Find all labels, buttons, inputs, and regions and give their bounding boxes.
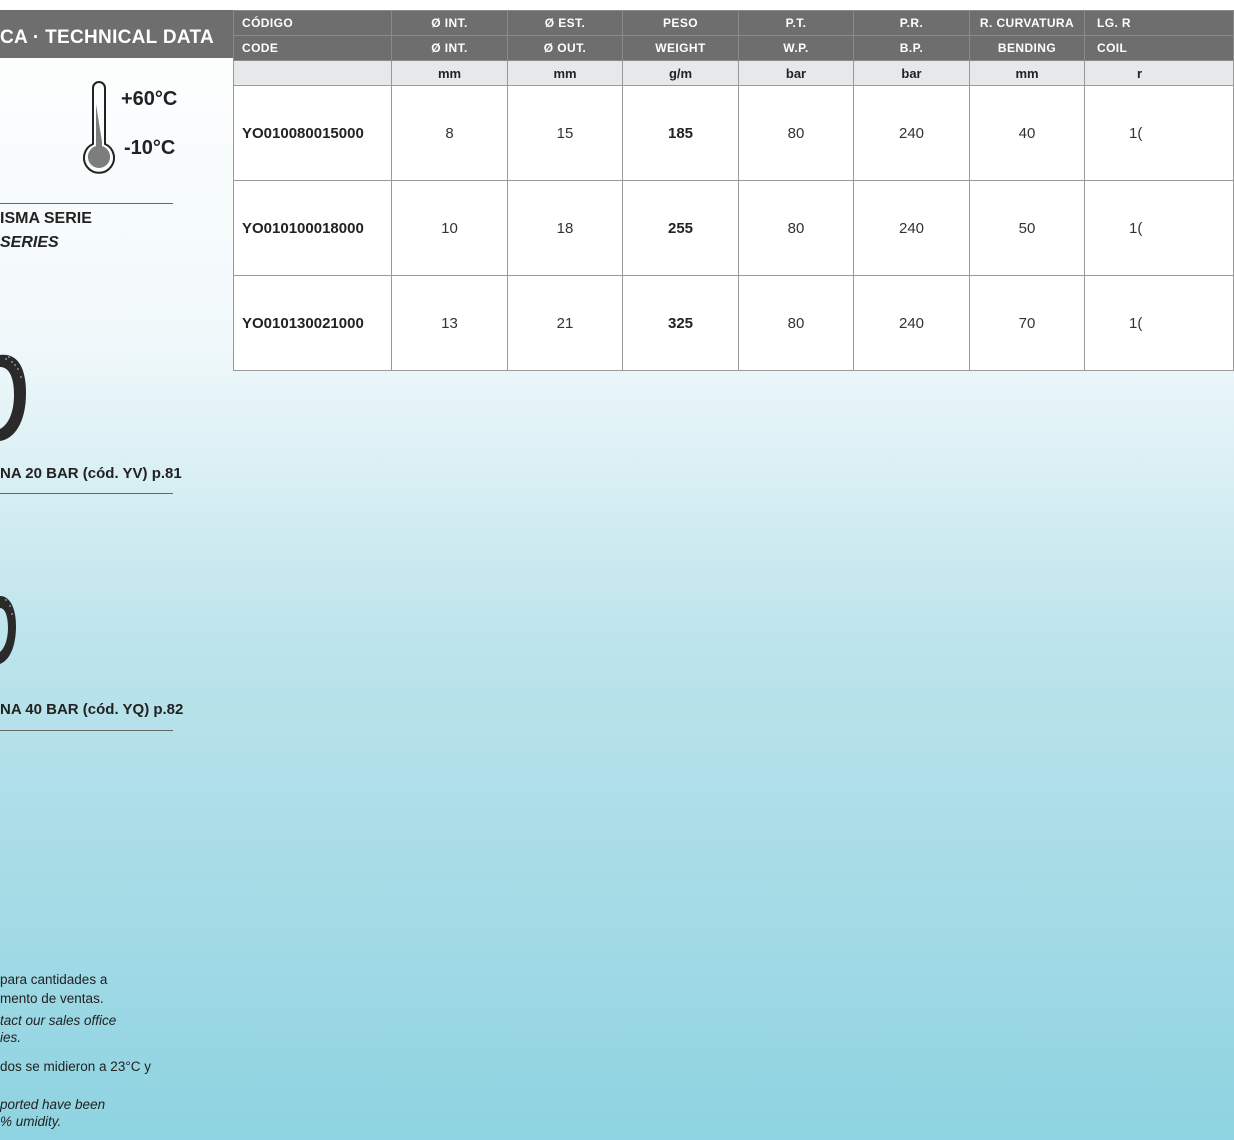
unit-cell: r: [1085, 61, 1234, 86]
unit-cell: mm: [392, 61, 508, 86]
col-header: Ø EST.: [508, 11, 623, 36]
unit-cell: mm: [970, 61, 1085, 86]
col-header: Ø INT.: [392, 36, 508, 61]
col-header: B.P.: [854, 36, 970, 61]
col-header: LG. R: [1085, 11, 1234, 36]
col-header: PESO: [623, 11, 739, 36]
note-en-line2: ies.: [0, 1030, 22, 1045]
table-row: [234, 86, 1234, 181]
table-cell: 80: [739, 276, 854, 371]
section-title: CA · TECHNICAL DATA: [0, 27, 214, 48]
unit-cell: mm: [508, 61, 623, 86]
hose-section-icon: [0, 345, 30, 445]
conditions-en-line2: % umidity.: [0, 1114, 62, 1129]
section-title-band: [0, 10, 234, 58]
related-series-2[interactable]: NA 40 BAR (cód. YQ) p.82: [0, 701, 184, 718]
table-cell: 80: [739, 86, 854, 181]
weight-cell: 185: [623, 86, 739, 181]
col-header: COIL: [1085, 36, 1234, 61]
table-cell: 13: [392, 276, 508, 371]
table-row: [234, 276, 1234, 371]
col-header: P.T.: [739, 11, 854, 36]
table-cell: 80: [739, 181, 854, 276]
note-es-line2: mento de ventas.: [0, 991, 104, 1006]
table-cell: 1(: [1085, 276, 1234, 371]
divider: [0, 203, 173, 204]
temp-max: +60°C: [121, 88, 178, 110]
table-cell: 8: [392, 86, 508, 181]
unit-cell: g/m: [623, 61, 739, 86]
hose-section-icon: [0, 590, 20, 670]
table-cell: 10: [392, 181, 508, 276]
col-header: Ø INT.: [392, 11, 508, 36]
table-cell: 240: [854, 276, 970, 371]
unit-cell: [234, 61, 392, 86]
table-cell: 21: [508, 276, 623, 371]
table-cell: 1(: [1085, 181, 1234, 276]
unit-cell: bar: [854, 61, 970, 86]
related-series-1[interactable]: NA 20 BAR (cód. YV) p.81: [0, 465, 182, 482]
col-header: R. CURVATURA: [970, 11, 1085, 36]
same-series-es: ISMA SERIE: [0, 210, 92, 227]
note-en-line1: tact our sales office: [0, 1013, 117, 1028]
col-header: W.P.: [739, 36, 854, 61]
note-es-line1: para cantidades a: [0, 972, 108, 987]
table-cell: 240: [854, 181, 970, 276]
table-row: [234, 181, 1234, 276]
product-code: YO010080015000: [234, 86, 392, 181]
weight-cell: 325: [623, 276, 739, 371]
col-header: P.R.: [854, 11, 970, 36]
conditions-en-line1: ported have been: [0, 1097, 106, 1112]
header-row-en: [234, 36, 1234, 61]
technical-data-table: [233, 10, 1234, 371]
product-code: YO010100018000: [234, 181, 392, 276]
product-code: YO010130021000: [234, 276, 392, 371]
col-header: Ø OUT.: [508, 36, 623, 61]
table-cell: 240: [854, 86, 970, 181]
table-cell: 70: [970, 276, 1085, 371]
divider: [0, 730, 173, 731]
temp-min: -10°C: [124, 137, 176, 159]
col-header: CÓDIGO: [234, 11, 392, 36]
col-header: BENDING: [970, 36, 1085, 61]
table-cell: 40: [970, 86, 1085, 181]
col-header: WEIGHT: [623, 36, 739, 61]
units-row: [234, 61, 1234, 86]
table-cell: 50: [970, 181, 1085, 276]
table-cell: 18: [508, 181, 623, 276]
header-row-es: [234, 11, 1234, 36]
unit-cell: bar: [739, 61, 854, 86]
weight-cell: 255: [623, 181, 739, 276]
conditions-es-line1: dos se midieron a 23°C y: [0, 1059, 151, 1074]
divider: [0, 493, 173, 494]
thermometer-icon: [82, 82, 116, 174]
col-header: CODE: [234, 36, 392, 61]
table-cell: 1(: [1085, 86, 1234, 181]
same-series-en: SERIES: [0, 234, 59, 251]
table-cell: 15: [508, 86, 623, 181]
